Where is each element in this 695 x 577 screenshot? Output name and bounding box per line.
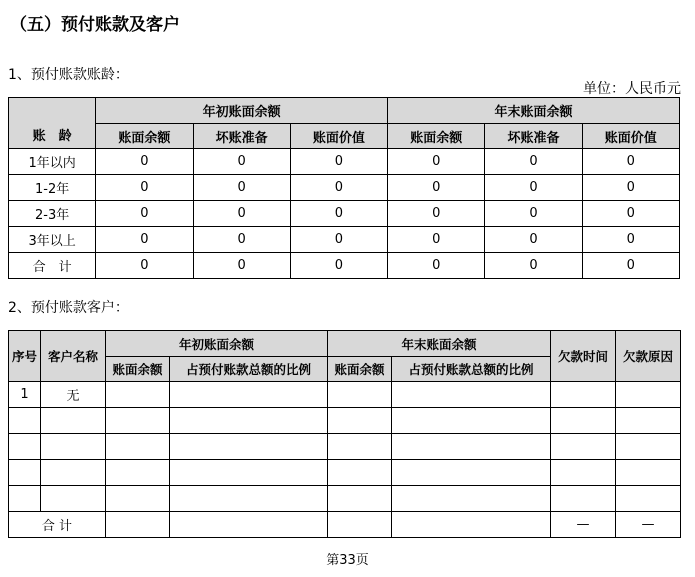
subsection-heading-customers: 2、预付账款客户： [8,300,129,316]
cell-value: 0 [388,149,485,175]
cell-value: 0 [485,201,582,227]
total-owe-time: — [551,512,616,538]
header-owe-time: 欠款时间 [551,331,616,382]
cell-value: 0 [388,201,485,227]
cell-age-label: 1年以内 [9,149,96,175]
cell-value: 0 [388,253,485,279]
table-row [9,382,681,408]
cell-value: 0 [485,253,582,279]
subheader: 占预付账款总额的比例 [392,357,551,382]
total-row [9,512,681,538]
cell-value: 0 [388,175,485,201]
cell-age-label: 合 计 [9,253,96,279]
total-owe-reason: — [616,512,681,538]
subsection-heading-aging: 1、预付账款账龄： [8,67,129,83]
cell-value: 0 [290,253,387,279]
cell-customer-name: 无 [41,382,106,408]
cell-value: 0 [582,149,679,175]
aging-table [8,97,680,279]
cell-value: 0 [96,149,193,175]
cell-value: 0 [193,227,290,253]
subheader: 账面余额 [106,357,170,382]
cell-value: 0 [388,227,485,253]
cell-value: 0 [96,253,193,279]
table-row [9,486,681,512]
cell-value: 0 [485,149,582,175]
header-customer-name: 客户名称 [41,331,106,382]
cell-value: 0 [96,201,193,227]
cell-value: 0 [290,175,387,201]
subheader: 坏账准备 [485,124,582,149]
cell-age-label: 3年以上 [9,227,96,253]
cell-age-label: 1-2年 [9,175,96,201]
table-row [9,175,680,201]
header-begin-balance: 年初账面余额 [106,331,328,357]
table-row [9,460,681,486]
header-age: 账 龄 [9,98,96,149]
header-end-balance: 年末账面余额 [328,331,551,357]
total-row [9,253,680,279]
cell-value: 0 [96,175,193,201]
cell-value: 0 [193,201,290,227]
table-row [9,149,680,175]
cell-value: 0 [485,227,582,253]
cell-value: 0 [193,253,290,279]
cell-value: 0 [582,175,679,201]
table-row [9,408,681,434]
table-row [9,227,680,253]
cell-value: 0 [290,149,387,175]
total-label: 合 计 [9,512,106,538]
header-seq: 序号 [9,331,41,382]
cell-value: 0 [193,149,290,175]
cell-value: 0 [582,253,679,279]
table-row [9,434,681,460]
cell-value: 0 [193,175,290,201]
cell-seq: 1 [9,382,41,408]
cell-value: 0 [485,175,582,201]
customer-table [8,330,681,538]
cell-value: 0 [96,227,193,253]
subheader: 坏账准备 [193,124,290,149]
cell-value: 0 [582,201,679,227]
header-owe-reason: 欠款原因 [616,331,681,382]
table-row [9,201,680,227]
subheader: 账面余额 [328,357,392,382]
subheader: 账面价值 [582,124,679,149]
subheader: 账面价值 [290,124,387,149]
header-begin-balance: 年初账面余额 [96,98,388,124]
cell-value: 0 [290,227,387,253]
subheader: 账面余额 [388,124,485,149]
cell-age-label: 2-3年 [9,201,96,227]
cell-value: 0 [582,227,679,253]
header-end-balance: 年末账面余额 [388,98,680,124]
subheader: 账面余额 [96,124,193,149]
cell-value: 0 [290,201,387,227]
section-title: （五）预付账款及客户 [10,15,180,35]
page-number: 第33页 [326,553,369,568]
subheader: 占预付账款总额的比例 [170,357,328,382]
currency-unit: 单位：人民币元 [583,81,681,97]
